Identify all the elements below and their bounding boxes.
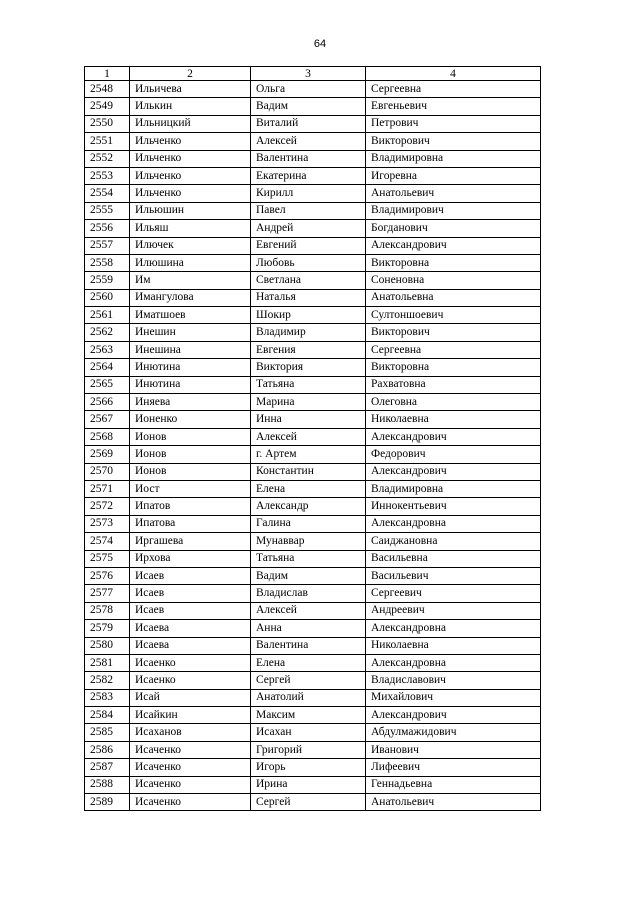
first-name-cell: Любовь bbox=[251, 254, 366, 271]
table-row bbox=[85, 428, 541, 445]
surname-cell: Ильичева bbox=[130, 81, 251, 98]
patronymic-cell: Владимирович bbox=[366, 202, 541, 219]
surname-cell: Инешин bbox=[130, 324, 251, 341]
patronymic-cell: Владиславович bbox=[366, 672, 541, 689]
patronymic-cell: Васильевна bbox=[366, 550, 541, 567]
first-name-cell: Максим bbox=[251, 707, 366, 724]
surname-cell: Исаченко bbox=[130, 759, 251, 776]
row-number-cell: 2586 bbox=[85, 741, 130, 758]
patronymic-cell: Викторовна bbox=[366, 359, 541, 376]
first-name-cell: Вадим bbox=[251, 567, 366, 584]
row-number-cell: 2588 bbox=[85, 776, 130, 793]
row-number-cell: 2558 bbox=[85, 254, 130, 271]
patronymic-cell: Иванович bbox=[366, 741, 541, 758]
header-col-3: 3 bbox=[251, 67, 366, 81]
row-number-cell: 2568 bbox=[85, 428, 130, 445]
table-row bbox=[85, 567, 541, 584]
patronymic-cell: Петрович bbox=[366, 115, 541, 132]
surname-cell: Ипатова bbox=[130, 515, 251, 532]
patronymic-cell: Николаевна bbox=[366, 637, 541, 654]
row-number-cell: 2573 bbox=[85, 515, 130, 532]
row-number-cell: 2580 bbox=[85, 637, 130, 654]
surname-cell: Исаченко bbox=[130, 741, 251, 758]
surname-cell: Ионенко bbox=[130, 411, 251, 428]
first-name-cell: Игорь bbox=[251, 759, 366, 776]
patronymic-cell: Анатольевна bbox=[366, 289, 541, 306]
patronymic-cell: Николаевна bbox=[366, 411, 541, 428]
patronymic-cell: Сергеевна bbox=[366, 81, 541, 98]
surname-cell: Исаченко bbox=[130, 794, 251, 811]
surname-cell: Ильченко bbox=[130, 150, 251, 167]
surname-cell: Иняева bbox=[130, 394, 251, 411]
row-number-cell: 2583 bbox=[85, 689, 130, 706]
first-name-cell: Ольга bbox=[251, 81, 366, 98]
row-number-cell: 2585 bbox=[85, 724, 130, 741]
table-row bbox=[85, 237, 541, 254]
table-row bbox=[85, 376, 541, 393]
first-name-cell: Ирина bbox=[251, 776, 366, 793]
first-name-cell: Виталий bbox=[251, 115, 366, 132]
surname-cell: Исаева bbox=[130, 637, 251, 654]
header-col-2: 2 bbox=[130, 67, 251, 81]
table-row bbox=[85, 98, 541, 115]
first-name-cell: Татьяна bbox=[251, 550, 366, 567]
first-name-cell: г. Артем bbox=[251, 446, 366, 463]
surname-cell: Исаенко bbox=[130, 654, 251, 671]
first-name-cell: Сергей bbox=[251, 794, 366, 811]
patronymic-cell: Анатольевич bbox=[366, 185, 541, 202]
surname-cell: Илючек bbox=[130, 237, 251, 254]
patronymic-cell: Рахватовна bbox=[366, 376, 541, 393]
surname-cell: Исаенко bbox=[130, 672, 251, 689]
page-number: 64 bbox=[313, 38, 327, 50]
patronymic-cell: Федорович bbox=[366, 446, 541, 463]
first-name-cell: Валентина bbox=[251, 150, 366, 167]
surname-cell: Ильченко bbox=[130, 167, 251, 184]
surname-cell: Имангулова bbox=[130, 289, 251, 306]
row-number-cell: 2562 bbox=[85, 324, 130, 341]
patronymic-cell: Анатольевич bbox=[366, 794, 541, 811]
surname-cell: Ильницкий bbox=[130, 115, 251, 132]
first-name-cell: Марина bbox=[251, 394, 366, 411]
first-name-cell: Павел bbox=[251, 202, 366, 219]
patronymic-cell: Султоншоевич bbox=[366, 307, 541, 324]
row-number-cell: 2549 bbox=[85, 98, 130, 115]
first-name-cell: Мунаввар bbox=[251, 533, 366, 550]
table-row bbox=[85, 220, 541, 237]
patronymic-cell: Геннадьевна bbox=[366, 776, 541, 793]
table-row bbox=[85, 794, 541, 811]
patronymic-cell: Иннокентьевич bbox=[366, 498, 541, 515]
patronymic-cell: Евгеньевич bbox=[366, 98, 541, 115]
table-row bbox=[85, 81, 541, 98]
table-row bbox=[85, 341, 541, 358]
patronymic-cell: Сергеевна bbox=[366, 341, 541, 358]
first-name-cell: Алексей bbox=[251, 133, 366, 150]
table-row bbox=[85, 672, 541, 689]
first-name-cell: Светлана bbox=[251, 272, 366, 289]
patronymic-cell: Викторович bbox=[366, 324, 541, 341]
row-number-cell: 2582 bbox=[85, 672, 130, 689]
table-row bbox=[85, 359, 541, 376]
row-number-cell: 2567 bbox=[85, 411, 130, 428]
row-number-cell: 2564 bbox=[85, 359, 130, 376]
surname-cell: Исаченко bbox=[130, 776, 251, 793]
table-row bbox=[85, 480, 541, 497]
register-table bbox=[84, 66, 541, 811]
row-number-cell: 2574 bbox=[85, 533, 130, 550]
patronymic-cell: Александровна bbox=[366, 620, 541, 637]
first-name-cell: Шокир bbox=[251, 307, 366, 324]
surname-cell: Иргашева bbox=[130, 533, 251, 550]
patronymic-cell: Соненовна bbox=[366, 272, 541, 289]
table-row bbox=[85, 272, 541, 289]
surname-cell: Ильченко bbox=[130, 133, 251, 150]
row-number-cell: 2581 bbox=[85, 654, 130, 671]
surname-cell: Исай bbox=[130, 689, 251, 706]
table-row bbox=[85, 550, 541, 567]
surname-cell: Илюшина bbox=[130, 254, 251, 271]
patronymic-cell: Владимировна bbox=[366, 480, 541, 497]
surname-cell: Исаева bbox=[130, 620, 251, 637]
surname-cell: Ирхова bbox=[130, 550, 251, 567]
patronymic-cell: Игоревна bbox=[366, 167, 541, 184]
patronymic-cell: Викторовна bbox=[366, 254, 541, 271]
table-row bbox=[85, 133, 541, 150]
table-row bbox=[85, 411, 541, 428]
first-name-cell: Кирилл bbox=[251, 185, 366, 202]
surname-cell: Илькин bbox=[130, 98, 251, 115]
table-row bbox=[85, 724, 541, 741]
patronymic-cell: Александрович bbox=[366, 463, 541, 480]
surname-cell: Ионов bbox=[130, 463, 251, 480]
row-number-cell: 2576 bbox=[85, 567, 130, 584]
row-number-cell: 2554 bbox=[85, 185, 130, 202]
surname-cell: Иост bbox=[130, 480, 251, 497]
first-name-cell: Валентина bbox=[251, 637, 366, 654]
table-row bbox=[85, 620, 541, 637]
first-name-cell: Инна bbox=[251, 411, 366, 428]
surname-cell: Инютина bbox=[130, 359, 251, 376]
table-row bbox=[85, 602, 541, 619]
first-name-cell: Наталья bbox=[251, 289, 366, 306]
patronymic-cell: Сергеевич bbox=[366, 585, 541, 602]
patronymic-cell: Андреевич bbox=[366, 602, 541, 619]
table-row bbox=[85, 637, 541, 654]
table-row bbox=[85, 654, 541, 671]
surname-cell: Исаев bbox=[130, 585, 251, 602]
first-name-cell: Григорий bbox=[251, 741, 366, 758]
row-number-cell: 2589 bbox=[85, 794, 130, 811]
table-row bbox=[85, 741, 541, 758]
row-number-cell: 2569 bbox=[85, 446, 130, 463]
surname-cell: Им bbox=[130, 272, 251, 289]
table-row bbox=[85, 394, 541, 411]
row-number-cell: 2550 bbox=[85, 115, 130, 132]
row-number-cell: 2555 bbox=[85, 202, 130, 219]
row-number-cell: 2578 bbox=[85, 602, 130, 619]
table-row bbox=[85, 289, 541, 306]
row-number-cell: 2565 bbox=[85, 376, 130, 393]
table-row bbox=[85, 707, 541, 724]
first-name-cell: Александр bbox=[251, 498, 366, 515]
surname-cell: Инешина bbox=[130, 341, 251, 358]
first-name-cell: Галина bbox=[251, 515, 366, 532]
patronymic-cell: Александровна bbox=[366, 654, 541, 671]
first-name-cell: Анна bbox=[251, 620, 366, 637]
row-number-cell: 2553 bbox=[85, 167, 130, 184]
surname-cell: Ионов bbox=[130, 428, 251, 445]
first-name-cell: Исахан bbox=[251, 724, 366, 741]
first-name-cell: Андрей bbox=[251, 220, 366, 237]
row-number-cell: 2557 bbox=[85, 237, 130, 254]
row-number-cell: 2548 bbox=[85, 81, 130, 98]
table-row bbox=[85, 202, 541, 219]
first-name-cell: Сергей bbox=[251, 672, 366, 689]
table-row bbox=[85, 776, 541, 793]
first-name-cell: Владимир bbox=[251, 324, 366, 341]
surname-cell: Ипатов bbox=[130, 498, 251, 515]
table-row bbox=[85, 115, 541, 132]
surname-cell: Исаев bbox=[130, 567, 251, 584]
patronymic-cell: Александровна bbox=[366, 515, 541, 532]
table-row bbox=[85, 307, 541, 324]
patronymic-cell: Александрович bbox=[366, 707, 541, 724]
table-row bbox=[85, 167, 541, 184]
table-row bbox=[85, 515, 541, 532]
row-number-cell: 2577 bbox=[85, 585, 130, 602]
first-name-cell: Евгений bbox=[251, 237, 366, 254]
table-row bbox=[85, 585, 541, 602]
row-number-cell: 2572 bbox=[85, 498, 130, 515]
surname-cell: Ионов bbox=[130, 446, 251, 463]
row-number-cell: 2563 bbox=[85, 341, 130, 358]
surname-cell: Иматшоев bbox=[130, 307, 251, 324]
first-name-cell: Елена bbox=[251, 480, 366, 497]
table-row bbox=[85, 759, 541, 776]
table-header-row bbox=[85, 67, 541, 81]
patronymic-cell: Александрович bbox=[366, 428, 541, 445]
table-row bbox=[85, 689, 541, 706]
patronymic-cell: Саиджановна bbox=[366, 533, 541, 550]
row-number-cell: 2559 bbox=[85, 272, 130, 289]
first-name-cell: Алексей bbox=[251, 428, 366, 445]
surname-cell: Ильченко bbox=[130, 185, 251, 202]
table-row bbox=[85, 533, 541, 550]
table-row bbox=[85, 498, 541, 515]
patronymic-cell: Михайлович bbox=[366, 689, 541, 706]
table-row bbox=[85, 254, 541, 271]
first-name-cell: Елена bbox=[251, 654, 366, 671]
first-name-cell: Екатерина bbox=[251, 167, 366, 184]
patronymic-cell: Олеговна bbox=[366, 394, 541, 411]
patronymic-cell: Лифеевич bbox=[366, 759, 541, 776]
first-name-cell: Виктория bbox=[251, 359, 366, 376]
patronymic-cell: Богданович bbox=[366, 220, 541, 237]
surname-cell: Исаханов bbox=[130, 724, 251, 741]
patronymic-cell: Владимировна bbox=[366, 150, 541, 167]
first-name-cell: Алексей bbox=[251, 602, 366, 619]
surname-cell: Исаев bbox=[130, 602, 251, 619]
surname-cell: Исайкин bbox=[130, 707, 251, 724]
surname-cell: Инютина bbox=[130, 376, 251, 393]
patronymic-cell: Викторович bbox=[366, 133, 541, 150]
first-name-cell: Анатолий bbox=[251, 689, 366, 706]
row-number-cell: 2556 bbox=[85, 220, 130, 237]
patronymic-cell: Александрович bbox=[366, 237, 541, 254]
row-number-cell: 2575 bbox=[85, 550, 130, 567]
header-col-1: 1 bbox=[85, 67, 130, 81]
table-row bbox=[85, 150, 541, 167]
row-number-cell: 2587 bbox=[85, 759, 130, 776]
row-number-cell: 2551 bbox=[85, 133, 130, 150]
patronymic-cell: Абдулмажидович bbox=[366, 724, 541, 741]
row-number-cell: 2584 bbox=[85, 707, 130, 724]
row-number-cell: 2579 bbox=[85, 620, 130, 637]
row-number-cell: 2552 bbox=[85, 150, 130, 167]
first-name-cell: Евгения bbox=[251, 341, 366, 358]
row-number-cell: 2560 bbox=[85, 289, 130, 306]
surname-cell: Ильюшин bbox=[130, 202, 251, 219]
table-row bbox=[85, 185, 541, 202]
row-number-cell: 2566 bbox=[85, 394, 130, 411]
row-number-cell: 2570 bbox=[85, 463, 130, 480]
table-row bbox=[85, 446, 541, 463]
table-row bbox=[85, 463, 541, 480]
first-name-cell: Татьяна bbox=[251, 376, 366, 393]
first-name-cell: Константин bbox=[251, 463, 366, 480]
patronymic-cell: Васильевич bbox=[366, 567, 541, 584]
surname-cell: Ильяш bbox=[130, 220, 251, 237]
first-name-cell: Владислав bbox=[251, 585, 366, 602]
header-col-4: 4 bbox=[366, 67, 541, 81]
row-number-cell: 2571 bbox=[85, 480, 130, 497]
table-row bbox=[85, 324, 541, 341]
row-number-cell: 2561 bbox=[85, 307, 130, 324]
first-name-cell: Вадим bbox=[251, 98, 366, 115]
